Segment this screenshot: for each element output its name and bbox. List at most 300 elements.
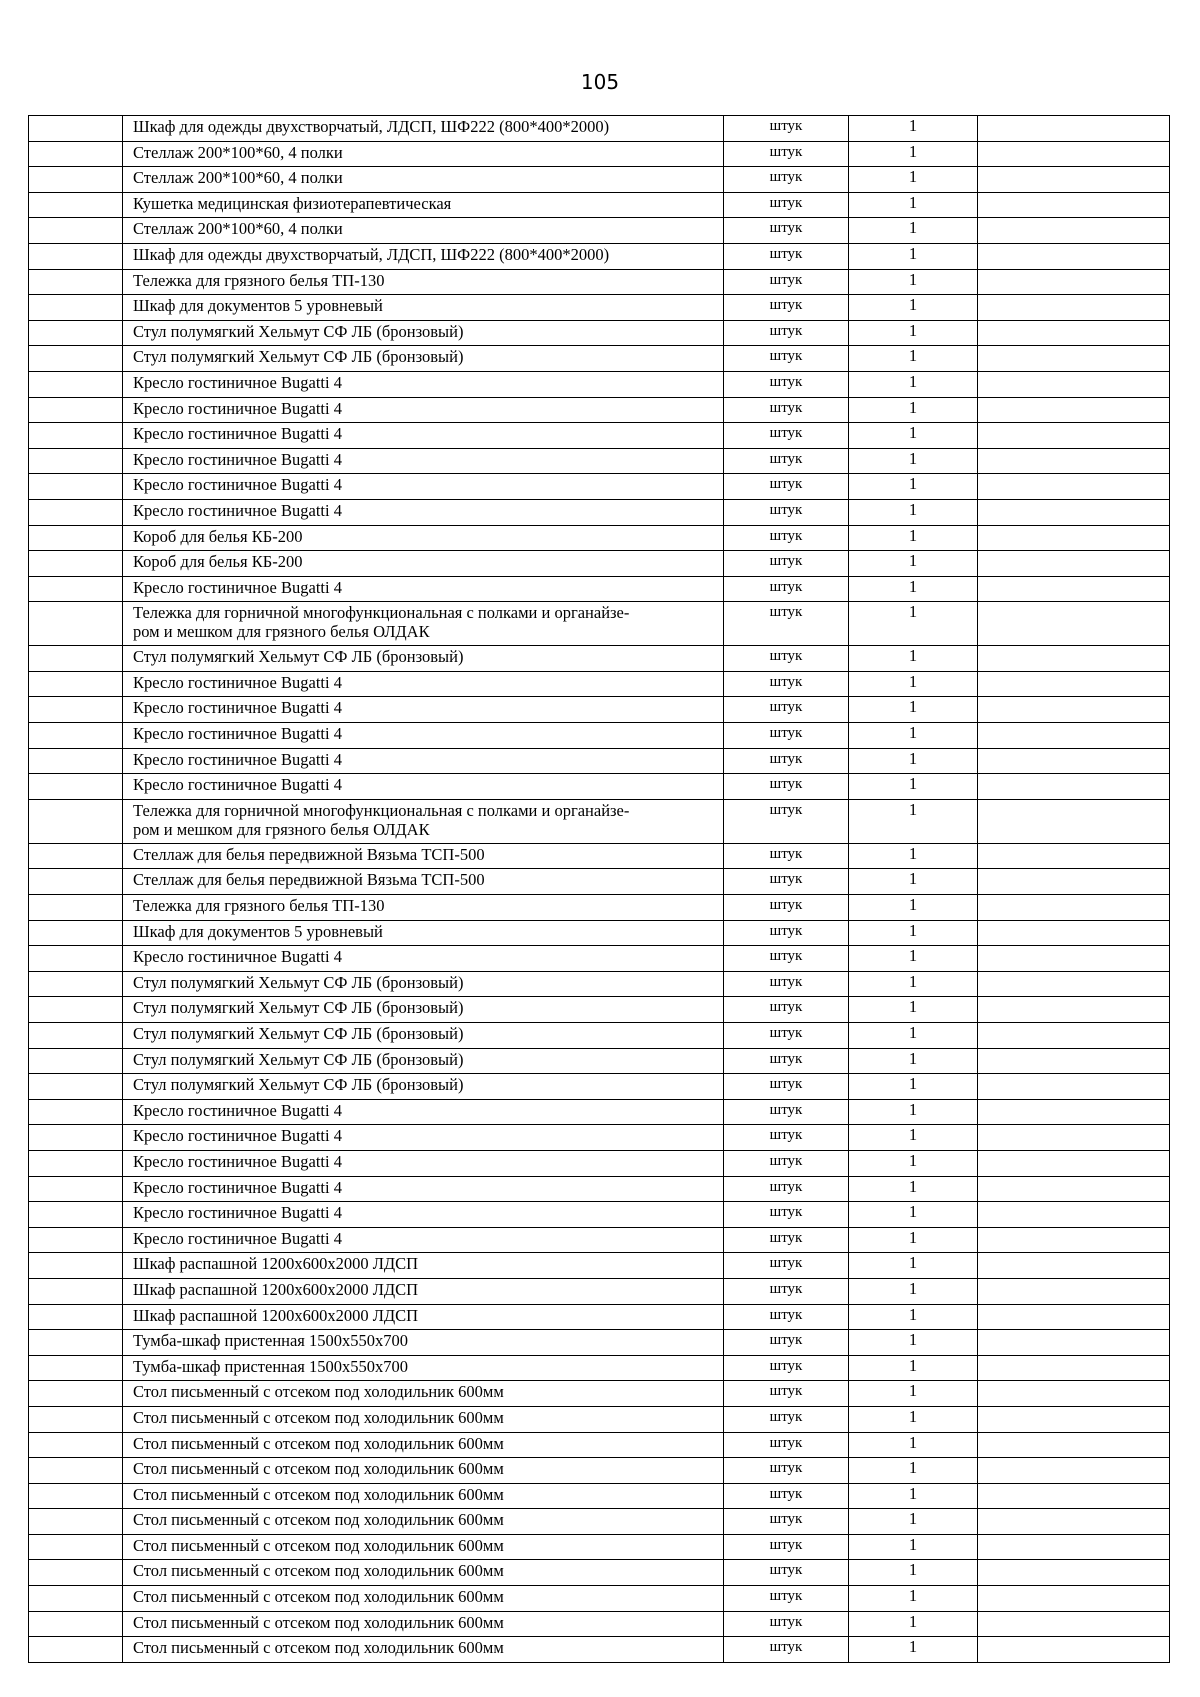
table-row xyxy=(29,946,1170,972)
table-row xyxy=(29,646,1170,672)
item-name-cell: Кресло гостиничное Bugatti 4 xyxy=(123,723,724,749)
table-row xyxy=(29,295,1170,321)
table-row xyxy=(29,167,1170,193)
quantity-cell: 1 xyxy=(849,1432,978,1458)
unit-cell: штук xyxy=(724,1534,849,1560)
table-row xyxy=(29,1611,1170,1637)
row-number-cell xyxy=(29,697,123,723)
table-row xyxy=(29,1330,1170,1356)
row-number-cell xyxy=(29,920,123,946)
inventory-table xyxy=(28,115,1170,1663)
row-number-cell xyxy=(29,1483,123,1509)
row-number-cell xyxy=(29,895,123,921)
unit-cell: штук xyxy=(724,243,849,269)
row-number-cell xyxy=(29,1432,123,1458)
quantity-cell: 1 xyxy=(849,748,978,774)
table-row xyxy=(29,448,1170,474)
item-name-cell: Стол письменный с отсеком под холодильник 600мм xyxy=(123,1483,724,1509)
quantity-cell: 1 xyxy=(849,116,978,142)
row-number-cell xyxy=(29,474,123,500)
note-cell xyxy=(978,1253,1170,1279)
item-name-cell: Тумба-шкаф пристенная 1500х550х700 xyxy=(123,1355,724,1381)
unit-cell: штук xyxy=(724,576,849,602)
table-row xyxy=(29,1125,1170,1151)
item-name-cell: Кресло гостиничное Bugatti 4 xyxy=(123,423,724,449)
table-row xyxy=(29,397,1170,423)
row-number-cell xyxy=(29,371,123,397)
quantity-cell: 1 xyxy=(849,799,978,843)
quantity-cell: 1 xyxy=(849,671,978,697)
row-number-cell xyxy=(29,1509,123,1535)
quantity-cell: 1 xyxy=(849,474,978,500)
row-number-cell xyxy=(29,1048,123,1074)
unit-cell: штук xyxy=(724,799,849,843)
unit-cell: штук xyxy=(724,1150,849,1176)
note-cell xyxy=(978,243,1170,269)
table-row xyxy=(29,1023,1170,1049)
quantity-cell: 1 xyxy=(849,320,978,346)
note-cell xyxy=(978,843,1170,869)
item-name-cell: Стул полумягкий Хельмут СФ ЛБ (бронзовый) xyxy=(123,1023,724,1049)
row-number-cell xyxy=(29,799,123,843)
item-name-cell: Стеллаж для белья передвижной Вязьма ТСП-500 xyxy=(123,869,724,895)
item-name-cell: Кресло гостиничное Bugatti 4 xyxy=(123,774,724,800)
row-number-cell xyxy=(29,1074,123,1100)
item-name-cell: Шкаф для одежды двухстворчатый, ЛДСП, ШФ222 (800*400*2000) xyxy=(123,243,724,269)
quantity-cell: 1 xyxy=(849,1202,978,1228)
note-cell xyxy=(978,1125,1170,1151)
note-cell xyxy=(978,1534,1170,1560)
table-row xyxy=(29,551,1170,577)
note-cell xyxy=(978,397,1170,423)
row-number-cell xyxy=(29,1202,123,1228)
item-name-cell: Кресло гостиничное Bugatti 4 xyxy=(123,748,724,774)
row-number-cell xyxy=(29,448,123,474)
item-name-cell: Стол письменный с отсеком под холодильник 600мм xyxy=(123,1509,724,1535)
page-number: 105 xyxy=(580,70,620,94)
unit-cell: штук xyxy=(724,843,849,869)
quantity-cell: 1 xyxy=(849,1406,978,1432)
unit-cell: штук xyxy=(724,1432,849,1458)
unit-cell: штук xyxy=(724,646,849,672)
table-row xyxy=(29,1432,1170,1458)
unit-cell: штук xyxy=(724,1023,849,1049)
quantity-cell: 1 xyxy=(849,723,978,749)
quantity-cell: 1 xyxy=(849,1637,978,1663)
row-number-cell xyxy=(29,320,123,346)
note-cell xyxy=(978,748,1170,774)
item-name-cell: Тележка для грязного белья ТП-130 xyxy=(123,895,724,921)
row-number-cell xyxy=(29,243,123,269)
row-number-cell xyxy=(29,646,123,672)
table-row xyxy=(29,320,1170,346)
quantity-cell: 1 xyxy=(849,1330,978,1356)
item-name-cell: Кресло гостиничное Bugatti 4 xyxy=(123,1099,724,1125)
row-number-cell xyxy=(29,1099,123,1125)
note-cell xyxy=(978,525,1170,551)
unit-cell: штук xyxy=(724,895,849,921)
item-name-cell: Тележка для горничной многофункциональная с полками и органайзе- ром и мешком для грязного белья ОЛДАК xyxy=(123,799,724,843)
row-number-cell xyxy=(29,843,123,869)
inventory-table-body xyxy=(29,116,1170,1663)
note-cell xyxy=(978,997,1170,1023)
row-number-cell xyxy=(29,1406,123,1432)
note-cell xyxy=(978,1023,1170,1049)
note-cell xyxy=(978,602,1170,646)
unit-cell: штук xyxy=(724,320,849,346)
unit-cell: штук xyxy=(724,1125,849,1151)
item-name-cell: Кресло гостиничное Bugatti 4 xyxy=(123,1227,724,1253)
table-row xyxy=(29,723,1170,749)
note-cell xyxy=(978,1458,1170,1484)
row-number-cell xyxy=(29,525,123,551)
item-name-cell: Стул полумягкий Хельмут СФ ЛБ (бронзовый) xyxy=(123,346,724,372)
table-row xyxy=(29,602,1170,646)
note-cell xyxy=(978,971,1170,997)
table-row xyxy=(29,218,1170,244)
unit-cell: штук xyxy=(724,748,849,774)
unit-cell: штук xyxy=(724,346,849,372)
unit-cell: штук xyxy=(724,1202,849,1228)
quantity-cell: 1 xyxy=(849,397,978,423)
unit-cell: штук xyxy=(724,1176,849,1202)
unit-cell: штук xyxy=(724,1381,849,1407)
table-row xyxy=(29,1483,1170,1509)
note-cell xyxy=(978,576,1170,602)
note-cell xyxy=(978,774,1170,800)
note-cell xyxy=(978,448,1170,474)
item-name-cell: Кресло гостиничное Bugatti 4 xyxy=(123,697,724,723)
note-cell xyxy=(978,1586,1170,1612)
item-name-cell: Стул полумягкий Хельмут СФ ЛБ (бронзовый) xyxy=(123,1048,724,1074)
unit-cell: штук xyxy=(724,946,849,972)
table-row xyxy=(29,774,1170,800)
quantity-cell: 1 xyxy=(849,243,978,269)
quantity-cell: 1 xyxy=(849,576,978,602)
item-name-cell: Кушетка медицинская физиотерапевтическая xyxy=(123,192,724,218)
note-cell xyxy=(978,1406,1170,1432)
unit-cell: штук xyxy=(724,1355,849,1381)
quantity-cell: 1 xyxy=(849,1534,978,1560)
item-name-cell: Стеллаж для белья передвижной Вязьма ТСП-500 xyxy=(123,843,724,869)
unit-cell: штук xyxy=(724,1099,849,1125)
note-cell xyxy=(978,1099,1170,1125)
note-cell xyxy=(978,423,1170,449)
note-cell xyxy=(978,671,1170,697)
table-row xyxy=(29,1406,1170,1432)
quantity-cell: 1 xyxy=(849,1381,978,1407)
table-row xyxy=(29,1227,1170,1253)
row-number-cell xyxy=(29,1534,123,1560)
item-name-cell: Стол письменный с отсеком под холодильник 600мм xyxy=(123,1432,724,1458)
item-name-cell: Стеллаж 200*100*60, 4 полки xyxy=(123,167,724,193)
unit-cell: штук xyxy=(724,1227,849,1253)
note-cell xyxy=(978,1074,1170,1100)
note-cell xyxy=(978,799,1170,843)
item-name-cell: Стол письменный с отсеком под холодильник 600мм xyxy=(123,1406,724,1432)
row-number-cell xyxy=(29,602,123,646)
quantity-cell: 1 xyxy=(849,499,978,525)
note-cell xyxy=(978,167,1170,193)
row-number-cell xyxy=(29,269,123,295)
table-row xyxy=(29,269,1170,295)
quantity-cell: 1 xyxy=(849,192,978,218)
note-cell xyxy=(978,551,1170,577)
item-name-cell: Шкаф распашной 1200х600х2000 ЛДСП xyxy=(123,1304,724,1330)
unit-cell: штук xyxy=(724,269,849,295)
item-name-cell: Стол письменный с отсеком под холодильник 600мм xyxy=(123,1586,724,1612)
table-row xyxy=(29,243,1170,269)
row-number-cell xyxy=(29,576,123,602)
item-name-cell: Кресло гостиничное Bugatti 4 xyxy=(123,1150,724,1176)
note-cell xyxy=(978,1202,1170,1228)
quantity-cell: 1 xyxy=(849,1125,978,1151)
item-name-cell: Стол письменный с отсеком под холодильник 600мм xyxy=(123,1458,724,1484)
quantity-cell: 1 xyxy=(849,997,978,1023)
unit-cell: штук xyxy=(724,1458,849,1484)
table-row xyxy=(29,1150,1170,1176)
note-cell xyxy=(978,320,1170,346)
quantity-cell: 1 xyxy=(849,1074,978,1100)
note-cell xyxy=(978,269,1170,295)
quantity-cell: 1 xyxy=(849,1278,978,1304)
unit-cell: штук xyxy=(724,774,849,800)
note-cell xyxy=(978,895,1170,921)
table-row xyxy=(29,371,1170,397)
table-row xyxy=(29,748,1170,774)
unit-cell: штук xyxy=(724,423,849,449)
table-row xyxy=(29,346,1170,372)
unit-cell: штук xyxy=(724,1560,849,1586)
item-name-cell: Шкаф для документов 5 уровневый xyxy=(123,920,724,946)
quantity-cell: 1 xyxy=(849,1227,978,1253)
quantity-cell: 1 xyxy=(849,1355,978,1381)
note-cell xyxy=(978,295,1170,321)
note-cell xyxy=(978,1048,1170,1074)
quantity-cell: 1 xyxy=(849,602,978,646)
table-row xyxy=(29,971,1170,997)
note-cell xyxy=(978,1637,1170,1663)
quantity-cell: 1 xyxy=(849,1253,978,1279)
table-row xyxy=(29,1509,1170,1535)
item-name-cell: Кресло гостиничное Bugatti 4 xyxy=(123,671,724,697)
unit-cell: штук xyxy=(724,1611,849,1637)
row-number-cell xyxy=(29,1458,123,1484)
note-cell xyxy=(978,1304,1170,1330)
quantity-cell: 1 xyxy=(849,646,978,672)
quantity-cell: 1 xyxy=(849,551,978,577)
item-name-cell: Шкаф распашной 1200х600х2000 ЛДСП xyxy=(123,1278,724,1304)
note-cell xyxy=(978,1355,1170,1381)
item-name-cell: Стеллаж 200*100*60, 4 полки xyxy=(123,218,724,244)
row-number-cell xyxy=(29,869,123,895)
item-name-cell: Кресло гостиничное Bugatti 4 xyxy=(123,499,724,525)
table-row xyxy=(29,1534,1170,1560)
item-name-cell: Кресло гостиничное Bugatti 4 xyxy=(123,474,724,500)
note-cell xyxy=(978,1330,1170,1356)
row-number-cell xyxy=(29,946,123,972)
row-number-cell xyxy=(29,397,123,423)
note-cell xyxy=(978,869,1170,895)
item-name-cell: Тележка для грязного белья ТП-130 xyxy=(123,269,724,295)
item-name-cell: Стул полумягкий Хельмут СФ ЛБ (бронзовый) xyxy=(123,1074,724,1100)
note-cell xyxy=(978,218,1170,244)
row-number-cell xyxy=(29,1150,123,1176)
unit-cell: штук xyxy=(724,551,849,577)
item-name-cell: Стол письменный с отсеком под холодильник 600мм xyxy=(123,1611,724,1637)
row-number-cell xyxy=(29,1330,123,1356)
table-row xyxy=(29,869,1170,895)
item-name-cell: Тумба-шкаф пристенная 1500х550х700 xyxy=(123,1330,724,1356)
quantity-cell: 1 xyxy=(849,843,978,869)
table-row xyxy=(29,895,1170,921)
quantity-cell: 1 xyxy=(849,1586,978,1612)
note-cell xyxy=(978,116,1170,142)
unit-cell: штук xyxy=(724,1253,849,1279)
quantity-cell: 1 xyxy=(849,346,978,372)
quantity-cell: 1 xyxy=(849,448,978,474)
note-cell xyxy=(978,474,1170,500)
row-number-cell xyxy=(29,1253,123,1279)
note-cell xyxy=(978,920,1170,946)
unit-cell: штук xyxy=(724,371,849,397)
row-number-cell xyxy=(29,1304,123,1330)
note-cell xyxy=(978,1278,1170,1304)
unit-cell: штук xyxy=(724,1278,849,1304)
quantity-cell: 1 xyxy=(849,371,978,397)
unit-cell: штук xyxy=(724,1048,849,1074)
unit-cell: штук xyxy=(724,1509,849,1535)
note-cell xyxy=(978,1381,1170,1407)
note-cell xyxy=(978,141,1170,167)
item-name-cell: Стул полумягкий Хельмут СФ ЛБ (бронзовый) xyxy=(123,997,724,1023)
item-name-cell: Кресло гостиничное Bugatti 4 xyxy=(123,1176,724,1202)
row-number-cell xyxy=(29,346,123,372)
note-cell xyxy=(978,697,1170,723)
quantity-cell: 1 xyxy=(849,920,978,946)
row-number-cell xyxy=(29,1355,123,1381)
row-number-cell xyxy=(29,1381,123,1407)
row-number-cell xyxy=(29,971,123,997)
quantity-cell: 1 xyxy=(849,1458,978,1484)
quantity-cell: 1 xyxy=(849,269,978,295)
quantity-cell: 1 xyxy=(849,1150,978,1176)
unit-cell: штук xyxy=(724,218,849,244)
quantity-cell: 1 xyxy=(849,423,978,449)
table-row xyxy=(29,1048,1170,1074)
table-row xyxy=(29,1176,1170,1202)
table-row xyxy=(29,671,1170,697)
item-name-cell: Стул полумягкий Хельмут СФ ЛБ (бронзовый) xyxy=(123,971,724,997)
table-row xyxy=(29,1586,1170,1612)
note-cell xyxy=(978,723,1170,749)
note-cell xyxy=(978,946,1170,972)
unit-cell: штук xyxy=(724,141,849,167)
row-number-cell xyxy=(29,1227,123,1253)
row-number-cell xyxy=(29,141,123,167)
quantity-cell: 1 xyxy=(849,895,978,921)
table-row xyxy=(29,697,1170,723)
row-number-cell xyxy=(29,1637,123,1663)
note-cell xyxy=(978,1483,1170,1509)
note-cell xyxy=(978,499,1170,525)
note-cell xyxy=(978,1227,1170,1253)
row-number-cell xyxy=(29,1023,123,1049)
unit-cell: штук xyxy=(724,116,849,142)
quantity-cell: 1 xyxy=(849,1023,978,1049)
item-name-cell: Короб для белья КБ-200 xyxy=(123,551,724,577)
note-cell xyxy=(978,646,1170,672)
item-name-cell: Стул полумягкий Хельмут СФ ЛБ (бронзовый) xyxy=(123,320,724,346)
unit-cell: штук xyxy=(724,1406,849,1432)
quantity-cell: 1 xyxy=(849,1611,978,1637)
table-row xyxy=(29,1099,1170,1125)
quantity-cell: 1 xyxy=(849,1304,978,1330)
quantity-cell: 1 xyxy=(849,218,978,244)
quantity-cell: 1 xyxy=(849,869,978,895)
unit-cell: штук xyxy=(724,295,849,321)
item-name-cell: Тележка для горничной многофункциональная с полками и органайзе- ром и мешком для грязного белья ОЛДАК xyxy=(123,602,724,646)
note-cell xyxy=(978,371,1170,397)
unit-cell: штук xyxy=(724,1074,849,1100)
quantity-cell: 1 xyxy=(849,946,978,972)
unit-cell: штук xyxy=(724,397,849,423)
note-cell xyxy=(978,346,1170,372)
table-row xyxy=(29,499,1170,525)
note-cell xyxy=(978,1560,1170,1586)
table-row xyxy=(29,423,1170,449)
row-number-cell xyxy=(29,499,123,525)
table-row xyxy=(29,799,1170,843)
table-row xyxy=(29,116,1170,142)
row-number-cell xyxy=(29,167,123,193)
note-cell xyxy=(978,1432,1170,1458)
quantity-cell: 1 xyxy=(849,167,978,193)
unit-cell: штук xyxy=(724,920,849,946)
row-number-cell xyxy=(29,997,123,1023)
item-name-cell: Кресло гостиничное Bugatti 4 xyxy=(123,1125,724,1151)
table-row xyxy=(29,1560,1170,1586)
table-row xyxy=(29,1355,1170,1381)
item-name-cell: Стол письменный с отсеком под холодильник 600мм xyxy=(123,1637,724,1663)
row-number-cell xyxy=(29,295,123,321)
item-name-cell: Кресло гостиничное Bugatti 4 xyxy=(123,448,724,474)
unit-cell: штук xyxy=(724,869,849,895)
item-name-cell: Стул полумягкий Хельмут СФ ЛБ (бронзовый) xyxy=(123,646,724,672)
quantity-cell: 1 xyxy=(849,774,978,800)
unit-cell: штук xyxy=(724,1304,849,1330)
row-number-cell xyxy=(29,1560,123,1586)
unit-cell: штук xyxy=(724,1586,849,1612)
table-row xyxy=(29,1304,1170,1330)
unit-cell: штук xyxy=(724,723,849,749)
unit-cell: штук xyxy=(724,525,849,551)
quantity-cell: 1 xyxy=(849,1099,978,1125)
row-number-cell xyxy=(29,748,123,774)
unit-cell: штук xyxy=(724,1637,849,1663)
quantity-cell: 1 xyxy=(849,971,978,997)
note-cell xyxy=(978,1509,1170,1535)
unit-cell: штук xyxy=(724,971,849,997)
item-name-cell: Шкаф распашной 1200х600х2000 ЛДСП xyxy=(123,1253,724,1279)
item-name-cell: Стол письменный с отсеком под холодильник 600мм xyxy=(123,1560,724,1586)
note-cell xyxy=(978,1150,1170,1176)
quantity-cell: 1 xyxy=(849,1176,978,1202)
note-cell xyxy=(978,1611,1170,1637)
table-row xyxy=(29,1458,1170,1484)
table-row xyxy=(29,141,1170,167)
row-number-cell xyxy=(29,1176,123,1202)
